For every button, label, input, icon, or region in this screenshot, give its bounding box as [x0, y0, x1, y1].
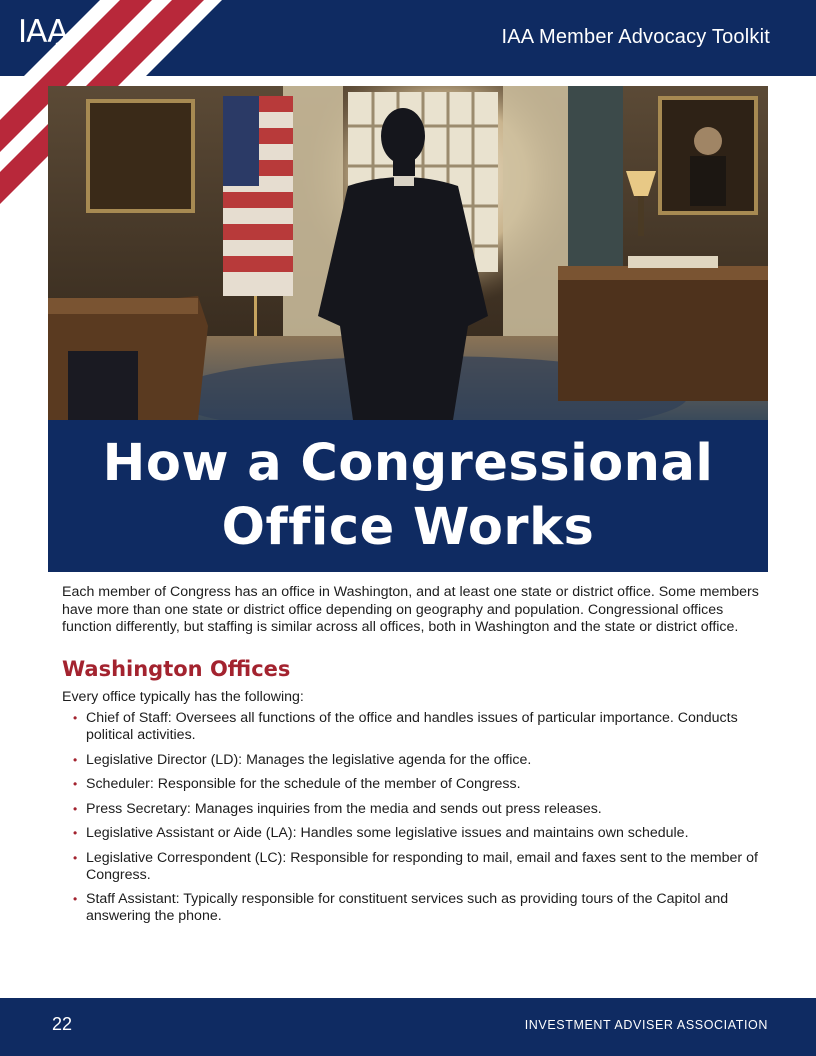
role-desc: Manages the legislative agenda for the office. [242, 751, 532, 768]
list-item [73, 825, 762, 842]
role-desc: Oversees all functions of the office and handles issues of particular importance. Conducts political activities. [86, 710, 738, 743]
roles-list [62, 710, 762, 925]
role-term: Scheduler: [86, 776, 154, 792]
footer-bar [0, 998, 816, 1056]
list-item [73, 776, 762, 793]
list-item [73, 800, 762, 818]
list-item [73, 849, 762, 884]
congressional-office-photo-icon [48, 86, 768, 420]
role-desc: Responsible for responding to mail, email and faxes sent to the member of Congress. [86, 849, 758, 883]
bullet-icon: • [73, 892, 78, 906]
list-item [73, 891, 762, 925]
organization-name: INVESTMENT ADVISER ASSOCIATION [524, 1018, 768, 1032]
page-title-line-1: How a Congressional [102, 434, 714, 493]
role-desc: Handles some legislative issues and maintains own schedule. [296, 825, 689, 841]
bullet-icon: • [73, 850, 78, 865]
role-desc: Responsible for the schedule of the member of Congress. [153, 776, 521, 792]
list-item [73, 751, 762, 769]
section-lead: Every office typically has the following: [62, 688, 304, 705]
role-term: Press Secretary: [86, 800, 191, 817]
bullet-icon: • [73, 752, 78, 767]
role-term: Legislative Director (LD): [86, 751, 243, 768]
toolkit-title: IAA Member Advocacy Toolkit [501, 26, 770, 48]
page-number: 22 [52, 1014, 73, 1034]
page-title-line-2: Office Works [221, 498, 595, 557]
role-term: Chief of Staff: [86, 710, 172, 726]
section-heading: Washington Offices [62, 656, 291, 681]
logo-text: IAA [18, 14, 68, 50]
title-band [48, 420, 768, 572]
role-term: Legislative Assistant or Aide (LA): [86, 825, 297, 841]
bullet-icon: • [73, 826, 78, 840]
list-item [73, 710, 762, 744]
bullet-icon: • [73, 801, 78, 816]
bullet-icon: • [73, 777, 78, 791]
role-desc: Manages inquiries from the media and sends out press releases. [190, 800, 602, 817]
intro-paragraph: Each member of Congress has an office in Washington, and at least one state or district office. Some members have more than one state or district office depending on geography and population. Congressional offices function differently, but staffing is similar across all offices, both in Washington and the state or district office. [62, 584, 759, 635]
role-term: Staff Assistant: [86, 891, 180, 907]
role-desc: Typically responsible for constituent services such as providing tours of the Capitol and answering the phone. [86, 891, 729, 924]
main-content [62, 584, 762, 933]
hero-photo [48, 86, 768, 420]
role-term: Legislative Correspondent (LC): [86, 849, 287, 866]
bullet-icon: • [73, 711, 78, 725]
